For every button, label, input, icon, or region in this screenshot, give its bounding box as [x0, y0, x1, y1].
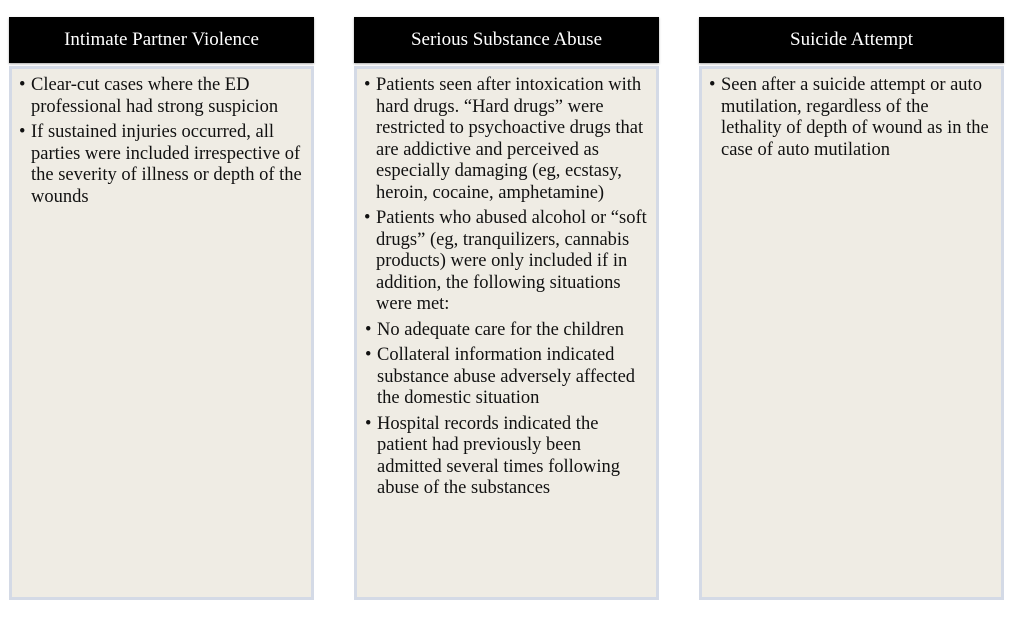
criteria-item: • Clear-cut cases where the ED professional had strong suspicion [19, 75, 303, 118]
column-intimate-partner-violence [9, 17, 314, 600]
column-header: Serious Substance Abuse [354, 17, 659, 63]
column-panel [354, 66, 659, 600]
criteria-item: • Patients seen after intoxication with hard drugs. “Hard drugs” were restricted to psychoactive drugs that are addictive and perceived as especially damaging (eg, ecstasy, heroin, cocaine, amphetamine) [364, 75, 648, 204]
criteria-subitem: • No adequate care for the children [365, 320, 648, 342]
criteria-list [19, 75, 303, 208]
criteria-list [364, 75, 648, 316]
column-panel [699, 66, 1004, 600]
criteria-item: • Patients who abused alcohol or “soft drugs” (eg, tranquilizers, cannabis products) were only included if in addition, the following situations were met: [364, 208, 648, 316]
criteria-list [709, 75, 993, 161]
column-header: Intimate Partner Violence [9, 17, 314, 63]
criteria-item: • Seen after a suicide attempt or auto mutilation, regardless of the lethality of depth of wound as in the case of auto mutilation [709, 75, 993, 161]
column-suicide-attempt [699, 17, 1004, 600]
column-header: Suicide Attempt [699, 17, 1004, 63]
criteria-subitem: • Collateral information indicated substance abuse adversely affected the domestic situation [365, 345, 648, 410]
column-panel [9, 66, 314, 600]
criteria-subitem: • Hospital records indicated the patient had previously been admitted several times following abuse of the substances [365, 414, 648, 500]
criteria-item: • If sustained injuries occurred, all parties were included irrespective of the severity of illness or depth of the wounds [19, 122, 303, 208]
column-serious-substance-abuse [354, 17, 659, 600]
criteria-sublist [365, 320, 648, 500]
